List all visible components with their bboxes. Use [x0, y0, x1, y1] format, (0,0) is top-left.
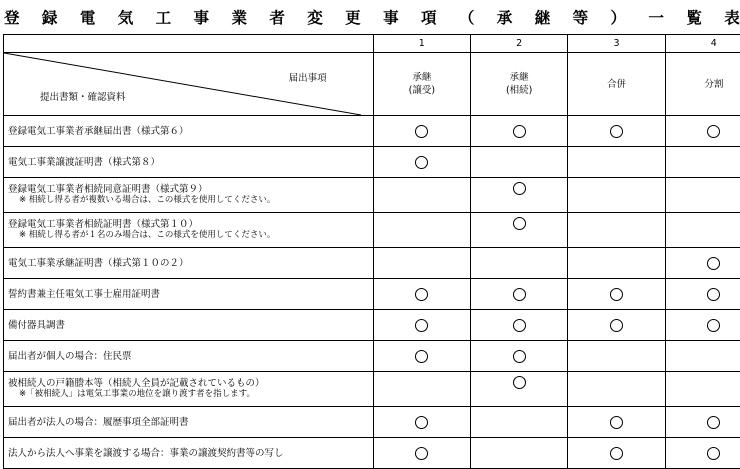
- mark-cell: [470, 341, 567, 372]
- table-row: [4, 279, 740, 310]
- document-name-cell: [4, 213, 374, 248]
- title-char: 者: [269, 6, 285, 28]
- circle-mark-icon: [707, 288, 720, 301]
- table-row: [4, 248, 740, 279]
- mark-cell: [568, 248, 665, 279]
- document-name: 法人から法人へ事業を譲渡する場合：事業の譲渡契約書等の写し: [8, 448, 284, 459]
- mark-cell: [470, 438, 567, 469]
- mark-cell: [665, 279, 740, 310]
- document-name: 誓約書兼主任電気工事士雇用証明書: [8, 289, 160, 300]
- mark-cell: [568, 341, 665, 372]
- column-header: 合併: [568, 53, 665, 116]
- title-char: 項: [421, 6, 437, 28]
- mark-cell: [373, 341, 470, 372]
- document-name: 登録電気工事業者相続同意証明書（様式第９）: [8, 184, 208, 195]
- circle-mark-icon: [415, 416, 428, 429]
- document-name-cell: [4, 147, 374, 178]
- table-row: [4, 372, 740, 407]
- mark-cell: [568, 438, 665, 469]
- title-char: 更: [345, 6, 361, 28]
- mark-cell: [470, 407, 567, 438]
- table-row: [4, 438, 740, 469]
- title-char: 電: [80, 6, 96, 28]
- column-number: 1: [373, 35, 470, 53]
- title-char: 工: [156, 6, 172, 28]
- table-row: [4, 178, 740, 213]
- document-name: 被相続人の戸籍謄本等（相続人全員が記載されているもの）: [8, 378, 265, 389]
- mark-cell: [470, 116, 567, 147]
- document-name-cell: [4, 248, 374, 279]
- mark-cell: [665, 407, 740, 438]
- mark-cell: [470, 213, 567, 248]
- title-char: 事: [383, 6, 399, 28]
- column-number: 3: [568, 35, 665, 53]
- mark-cell: [470, 147, 567, 178]
- mark-cell: [373, 248, 470, 279]
- column-header: 分割: [665, 53, 740, 116]
- mark-cell: [665, 116, 740, 147]
- mark-cell: [568, 178, 665, 213]
- document-name: 備付器具調書: [8, 320, 65, 331]
- column-number: 2: [470, 35, 567, 53]
- circle-mark-icon: [415, 350, 428, 363]
- circle-mark-icon: [610, 125, 623, 138]
- circle-mark-icon: [513, 125, 526, 138]
- table-row: [4, 116, 740, 147]
- mark-cell: [665, 438, 740, 469]
- circle-mark-icon: [513, 350, 526, 363]
- document-name: 電気工事業承継証明書（様式第１０の２）: [8, 258, 189, 269]
- header-document-label: 提出書類・確認資料: [40, 89, 126, 103]
- title-char: 事: [194, 6, 210, 28]
- circle-mark-icon: [610, 416, 623, 429]
- mark-cell: [470, 248, 567, 279]
- mark-cell: [665, 248, 740, 279]
- header-item-label: 届出事項: [289, 70, 327, 84]
- mark-cell: [665, 178, 740, 213]
- mark-cell: [470, 178, 567, 213]
- circle-mark-icon: [610, 288, 623, 301]
- mark-cell: [373, 213, 470, 248]
- title-char: 録: [42, 6, 58, 28]
- table-row: [4, 213, 740, 248]
- circle-mark-icon: [415, 319, 428, 332]
- document-name-cell: [4, 310, 374, 341]
- mark-cell: [665, 372, 740, 407]
- document-name-cell: [4, 279, 374, 310]
- circle-mark-icon: [513, 217, 526, 230]
- circle-mark-icon: [707, 447, 720, 460]
- mark-cell: [373, 147, 470, 178]
- circle-mark-icon: [415, 125, 428, 138]
- title-char: 変: [307, 6, 323, 28]
- diagonal-header-cell: [4, 53, 374, 116]
- title-char: 覧: [686, 6, 702, 28]
- circle-mark-icon: [707, 125, 720, 138]
- document-name: 届出者が個人の場合：住民票: [8, 351, 132, 362]
- mark-cell: [373, 372, 470, 407]
- document-name: 電気工事業譲渡証明書（様式第８）: [8, 157, 160, 168]
- header-row: [4, 53, 740, 116]
- mark-cell: [665, 147, 740, 178]
- circle-mark-icon: [707, 257, 720, 270]
- changes-table: [3, 34, 740, 469]
- circle-mark-icon: [513, 182, 526, 195]
- title-char: 登: [4, 6, 20, 28]
- mark-cell: [568, 407, 665, 438]
- blank-cell: [4, 35, 374, 53]
- circle-mark-icon: [513, 376, 526, 389]
- document-name-cell: [4, 407, 374, 438]
- column-header: 承継 (譲受): [373, 53, 470, 116]
- mark-cell: [568, 279, 665, 310]
- circle-mark-icon: [707, 416, 720, 429]
- title-char: 等: [573, 6, 589, 28]
- mark-cell: [373, 279, 470, 310]
- mark-cell: [568, 213, 665, 248]
- document-note: ※「被相続人」は電気工事業の地位を譲り渡す者を指します。: [8, 389, 373, 400]
- circle-mark-icon: [415, 156, 428, 169]
- column-number-row: [4, 35, 740, 53]
- title-char: 承: [497, 6, 513, 28]
- diagonal-line: [4, 53, 361, 115]
- title-char: 気: [118, 6, 134, 28]
- document-name-cell: [4, 372, 374, 407]
- document-name-cell: [4, 341, 374, 372]
- document-name-cell: [4, 116, 374, 147]
- column-number: 4: [665, 35, 740, 53]
- circle-mark-icon: [513, 288, 526, 301]
- document-name: 登録電気工事業者承継届出書（様式第６）: [8, 126, 189, 137]
- mark-cell: [568, 147, 665, 178]
- circle-mark-icon: [415, 447, 428, 460]
- table-row: [4, 310, 740, 341]
- document-name: 届出者が法人の場合：履歴事項全部証明書: [8, 417, 189, 428]
- table-row: [4, 341, 740, 372]
- mark-cell: [568, 372, 665, 407]
- document-name-cell: [4, 438, 374, 469]
- mark-cell: [665, 310, 740, 341]
- mark-cell: [568, 310, 665, 341]
- mark-cell: [373, 407, 470, 438]
- circle-mark-icon: [610, 319, 623, 332]
- mark-cell: [470, 279, 567, 310]
- mark-cell: [568, 116, 665, 147]
- mark-cell: [470, 372, 567, 407]
- circle-mark-icon: [513, 319, 526, 332]
- mark-cell: [665, 213, 740, 248]
- circle-mark-icon: [610, 447, 623, 460]
- table-row: [4, 407, 740, 438]
- title-char: 表: [724, 6, 740, 28]
- document-note: ※ 相続し得る者が複数いる場合は、この様式を使用してください。: [8, 195, 373, 206]
- mark-cell: [373, 178, 470, 213]
- document-note: ※ 相続し得る者が１名のみ場合は、この様式を使用してください。: [8, 230, 373, 241]
- document-name-cell: [4, 178, 374, 213]
- column-header: 承継 (相続): [470, 53, 567, 116]
- mark-cell: [373, 310, 470, 341]
- mark-cell: [665, 341, 740, 372]
- title-char: 継: [535, 6, 551, 28]
- title-char: （: [459, 6, 475, 28]
- title-char: 一: [648, 6, 664, 28]
- title-char: ）: [611, 6, 627, 28]
- title-char: 業: [231, 6, 247, 28]
- document-name: 登録電気工事業者相続証明書（様式第１０）: [8, 219, 198, 230]
- page-title: [4, 4, 740, 30]
- circle-mark-icon: [415, 288, 428, 301]
- circle-mark-icon: [707, 319, 720, 332]
- mark-cell: [470, 310, 567, 341]
- mark-cell: [373, 438, 470, 469]
- mark-cell: [373, 116, 470, 147]
- table-row: [4, 147, 740, 178]
